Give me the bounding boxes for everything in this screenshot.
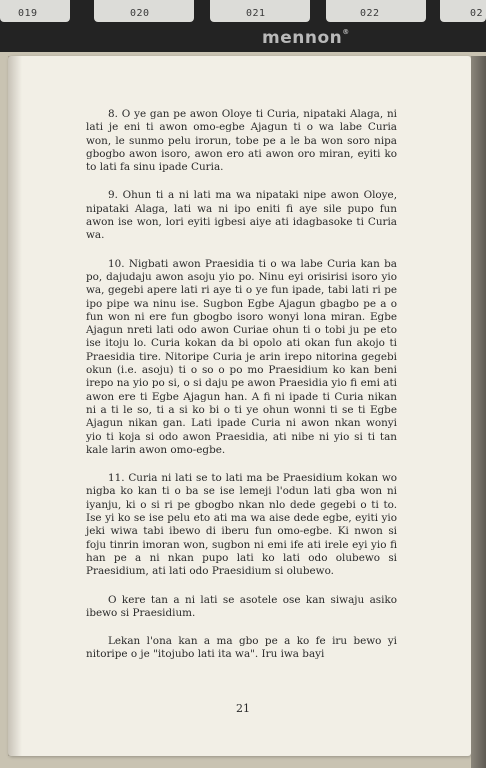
brand-logo: mennon® bbox=[262, 28, 350, 48]
paragraph-visit-notice: O kere tan a ni lati se asotele ose kan siwaju asiko ibewo si Praesidium. bbox=[86, 593, 397, 619]
paragraph-11: 11. Curia ni lati se to lati ma be Praesidium kokan wo nigba ko kan ti o ba se ise lemeji l'odun lati gba won ni iyanju, ki o si ri pe gbogbo nkan nlo dede gegebi o ti to. Ise yi ko se ise pelu eto ati ma wa aise dede egbe, eyiti yio jeki wiwa tabi ibewo di iberu fun omo-egbe. Ki nwon si foju tinrin imoran won, sugbon ni emi ife ati irele eyi yio fi han pe a ni nkan pupo lati ko lati odo olubewo si Praesidium, ati lati odo Praesidium si olubewo. bbox=[86, 472, 397, 578]
frame-number: 019 bbox=[18, 8, 38, 19]
frame-number: 021 bbox=[246, 8, 266, 19]
book-edge bbox=[471, 56, 486, 768]
paragraph-8: 8. O ye gan pe awon Oloye ti Curia, nipataki Alaga, ni lati je eni ti awon omo-egbe Ajagun ti o wa labe Curia won, le sunmo pelu irorun, tobe pe a le ba won soro nipa gbogbo awon isoro, awon ero ati awon oro miran, eyiti ko to lati fa sinu ipade Curia. bbox=[86, 108, 397, 174]
frame-number: 02 bbox=[470, 8, 484, 19]
paragraph-9: 9. Ohun ti a ni lati ma wa nipataki nipe awon Oloye, nipataki Alaga, lati wa ni ipo eniti fi aye sile pupo fun awon ise won, lori eyiti igbesi aiye ati idagbasoke ti Curia wa. bbox=[86, 189, 397, 242]
paragraph-continued: Lekan l'ona kan a ma gbo pe a ko fe iru bewo yi nitoripe o je "itojubo lati ita wa". Iru iwa bayi bbox=[86, 635, 397, 661]
page-number: 21 bbox=[236, 702, 250, 715]
paragraph-10: 10. Nigbati awon Praesidia ti o wa labe Curia kan ba po, dajudaju awon asoju yio po. Ninu eyi orisirisi isoro yio wa, gegebi apere lati ri aye ti o ye fun ipade, tabi lati ri pe ipo pipe wa ninu ise. Sugbon Egbe Ajagun gbagbo pe a o fun won ni ere fun gbogbo isoro wonyi lona miran. Egbe Ajagun nreti lati odo awon Curiae ohun ti o tobi ju pe eto ise itoju lo. Curia kokan da bi opolo ati okan fun akojo ti Praesidia tire. Nitoripe Curia je arin irepo nitorina gegebi okun (i.e. asoju) ti o so o po mo Praesidium ko kan beni irepo na yio po si, o si daju pe awon Praesidia yio fi emi ati awon ere ti Egbe Ajagun han. A fi ni ipade ti Curia nikan ni a ti le so, ti a si ko bi o ti ye ohun wonni ti se ti Egbe Ajagun nikan gan. Lati ipade Curia ni awon nkan wonyi yio ti koja si odo awon Praesidia, ati nibe ni yio si ti tan kale larin awon omo-egbe. bbox=[86, 257, 397, 456]
frame-number: 020 bbox=[130, 8, 150, 19]
page-gutter-shadow bbox=[8, 56, 22, 756]
page-body bbox=[86, 108, 397, 677]
frame-number: 022 bbox=[360, 8, 380, 19]
film-strip bbox=[0, 0, 486, 52]
